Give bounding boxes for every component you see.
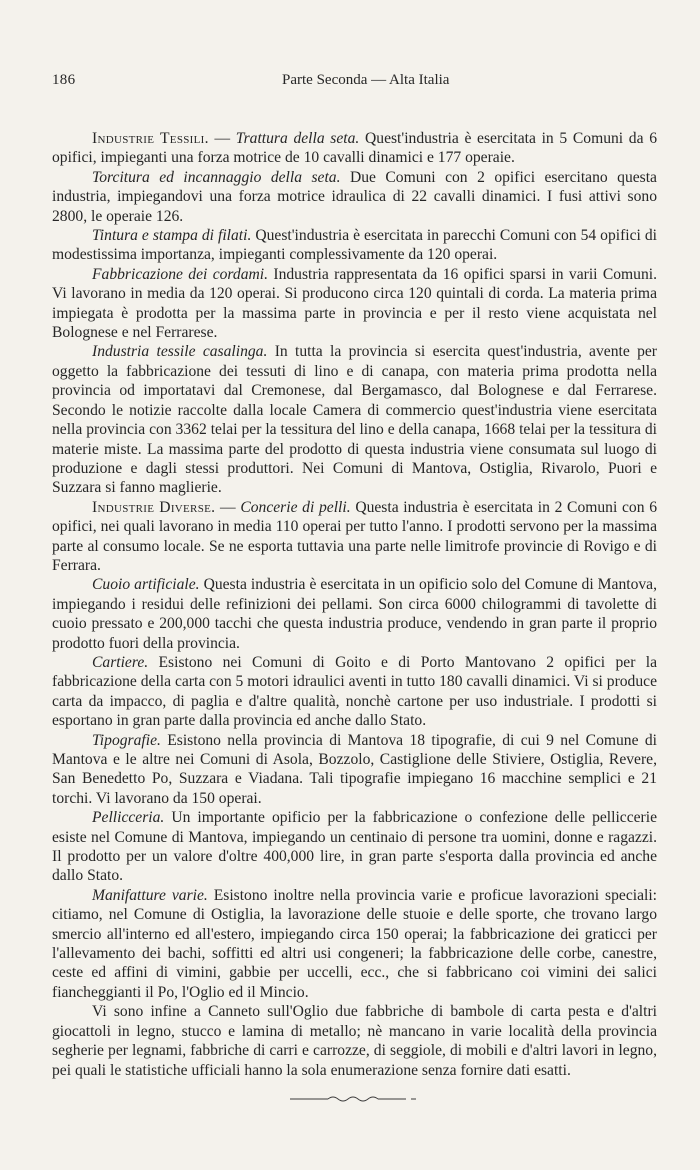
paragraph-text: Due Comuni con 2 opifici esercitano questa industria, impiegandovi una forza motrice idraulica di 22 cavalli dinamici. I fusi attivi sono 2800, le operaie 126. [52, 168, 657, 225]
paragraph-concerie-pelli [52, 498, 657, 576]
paragraph-cordami [52, 265, 657, 343]
paragraph-text: Questa industria è esercitata in un opificio solo del Comune di Mantova, impiegando i residui delle refinizioni dei pellami. Son circa 6000 chilogrammi di tavolette di cuoio pressato e 200,000 tacchi che questa industria produce, vendendo in gran parte il proprio prodotto fuori della provincia. [52, 576, 657, 652]
paragraph-topic: Trattura della seta. [235, 130, 360, 147]
paragraph-text: In tutta la provincia si esercita quest'industria, avente per oggetto la fabbricazione dei tessuti di lino e di canapa, con materia prima prodotta nella provincia od importatavi dal Cremonese, dal Bergamasco, dal Bolognese e dal Ferrarese. Secondo le notizie raccolte dalla locale Camera di commercio quest'industria viene esercitata nella provincia con 3362 telai per la tessitura del lino e della canapa, 1668 telai per la tessitura di materie miste. La massima parte del prodotto di questa industria viene consumata sul luogo di produzione e dagli stessi produttori. Nei Comuni di Mantova, Ostiglia, Rivarolo, Puori e Suzzara si fanno maglierie. [52, 343, 657, 497]
page-number: 186 [52, 72, 76, 88]
paragraph-topic: Tipografie. [92, 731, 161, 749]
paragraph-topic: Concerie di pelli. [240, 498, 351, 516]
paragraph-topic: Pellicceria. [92, 809, 165, 827]
paragraph-topic: Fabbricazione dei cordami. [92, 265, 269, 283]
paragraph-text: Questa industria è esercitata in 2 Comuni con 6 opifici, nei quali lavorano in media 110 operai per tutto l'anno. I prodotti servono per la massima parte al consumo locale. Se ne esporta tuttavia una parte nelle limitrofe provincie di Rovigo e di Ferrara. [52, 498, 658, 574]
paragraph-pellicceria [52, 808, 657, 886]
page-header [52, 72, 657, 89]
paragraph-text: Quest'industria è esercitata in parecchi Comuni con 54 opifici di modestissima importanza, impieganti complessivamente da 120 operai. [52, 227, 657, 264]
paragraph-text: Vi sono infine a Canneto sull'Oglio due fabbriche di bambole di carta pesta e d'altri giocattoli in legno, stucco e lamina di metallo; nè mancano in varie località della provincia segherie per legnami, fabbriche di carri e carrozze, di seggiole, di mobili e d'altri lavori in legno, pei quali le statistiche ufficiali hanno la sola enumerazione senza fornire dati esatti. [52, 1003, 657, 1079]
section-dash: — [208, 130, 236, 147]
paragraph-text: Un importante opificio per la fabbricazione o confezione delle pelliccerie esiste nel Comune di Mantova, impiegando un centinaio di persone tra uomini, donne e ragazzi. Il prodotto per un valore d'oltre 400,000 lire, in gran parte s'esporta dalla provincia ed anche dallo Stato. [52, 809, 657, 885]
paragraph-tipografie [52, 731, 657, 809]
paragraph-trattura-seta [52, 129, 657, 168]
tailpiece-flourish-icon [290, 1094, 420, 1104]
section-lead: Industrie Tessili. [92, 130, 209, 147]
section-dash: — [215, 498, 241, 516]
tailpiece-ornament [52, 1094, 657, 1104]
paragraph-tessile-casalinga [52, 342, 657, 497]
paragraph-torcitura-seta [52, 168, 657, 226]
paragraph-text: Esistono nella provincia di Mantova 18 tipografie, di cui 9 nel Comune di Mantova e le altre nei Comuni di Asola, Bozzolo, Castiglione delle Stiviere, Ostiglia, Revere, San Benedetto Po, Suzzara e Viadana. Tali tipografie impiegano 16 macchine semplici e 21 torchi. Vi lavorano da 150 operai. [52, 731, 657, 807]
paragraph-text: Esistono inoltre nella provincia varie e proficue lavorazioni speciali: citiamo, nel Comune di Ostiglia, la lavorazione delle stuoie e delle sporte, che trovano largo smercio all'interno ed all'estero, impiegando circa 150 operai; la fabbricazione dei graticci per l'allevamento dei bachi, soffitti ed altri usi congeneri; la fabbricazione delle corbe, canestre, ceste ed affini di vimini, gabbie per uccelli, ecc., che si fabbricano coi vimini dei salici fiancheggianti il Po, l'Oglio ed il Mincio. [52, 886, 657, 1001]
paragraph-manifatture-varie [52, 886, 657, 1002]
paragraph-closing [52, 1002, 657, 1080]
paragraph-topic: Tintura e stampa di filati. [92, 227, 252, 245]
paragraph-text: Quest'industria è esercitata in 5 Comuni da 6 opifici, impieganti una forza motrice de 10 cavalli dinamici e 177 operaie. [52, 130, 657, 167]
paragraph-tintura-filati [52, 226, 657, 265]
paragraph-cartiere [52, 653, 657, 731]
paragraph-topic: Cartiere. [92, 653, 149, 671]
paragraph-text: Industria rappresentata da 16 opifici sparsi in varii Comuni. Vi lavorano in media da 120 operai. Si producono circa 120 quintali di corda. La materia prima impiegata è prodotta per la massima parte in provincia e per il resto viene acquistata nel Bolognese e nel Ferrarese. [52, 265, 658, 342]
paragraph-topic: Cuoio artificiale. [92, 576, 200, 594]
paragraph-text: Esistono nei Comuni di Goito e di Porto Mantovano 2 opifici per la fabbricazione della carta con 5 motori idraulici aventi in tutto 180 cavalli dinamici. Vi si produce carta da impacco, di paglia e d'altre qualità, nonchè cartone per uso industriale. I prodotti si esportano in gran parte dalla provincia ed anche dallo Stato. [52, 653, 657, 730]
paragraph-topic: Industria tessile casalinga. [92, 343, 268, 361]
body-text [52, 129, 657, 1080]
section-lead: Industrie Diverse. [92, 498, 216, 516]
paragraph-cuoio-artificiale [52, 575, 657, 653]
paragraph-topic: Manifatture varie. [92, 886, 208, 904]
paragraph-topic: Torcitura ed incannaggio della seta. [92, 168, 341, 186]
running-title: Parte Seconda — Alta Italia [282, 72, 450, 88]
